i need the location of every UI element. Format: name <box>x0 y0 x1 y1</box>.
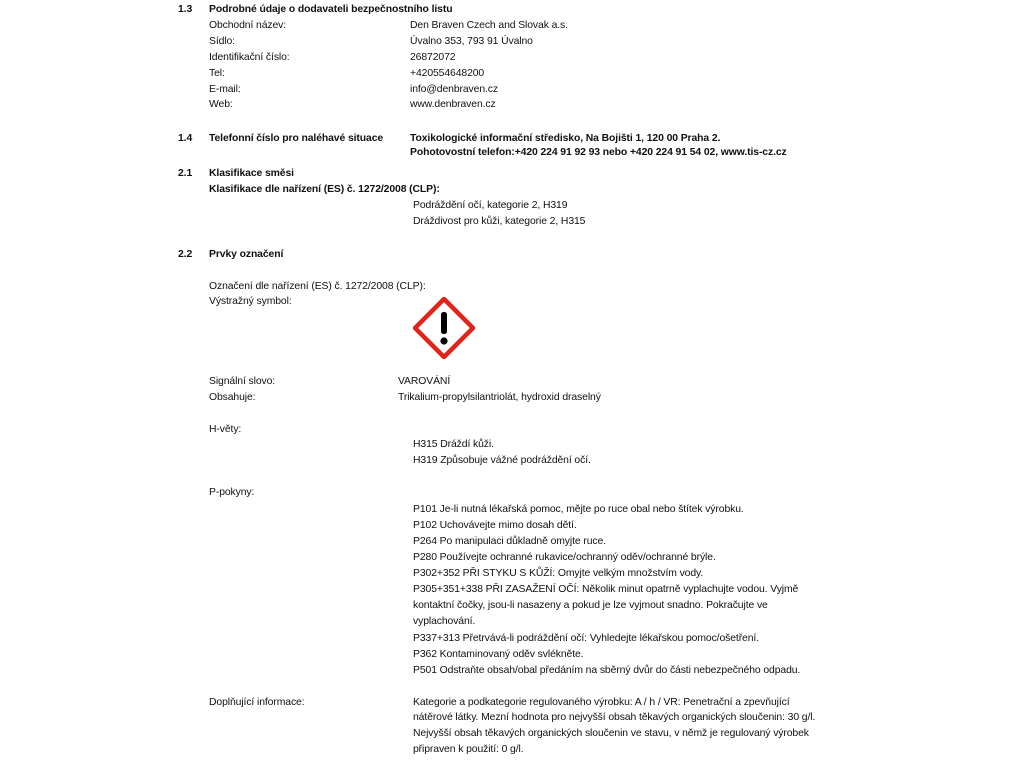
extra-line: nátěrové látky. Mezní hodnota pro nejvyšší obsah těkavých organických sloučenin: 30 g/l. <box>413 712 816 723</box>
section-number: 1.3 <box>178 4 193 15</box>
extra-line: Nejvyšší obsah těkavých organických sloučenin ve stavu, v němž je regulovaný výrobek <box>413 728 809 739</box>
signal-label: Signální slovo: <box>209 376 276 387</box>
row-label: Tel: <box>209 68 225 79</box>
p-item: vyplachování. <box>413 616 476 627</box>
section-number: 2.1 <box>178 168 193 179</box>
section-subtitle: Klasifikace dle nařízení (ES) č. 1272/2008 (CLP): <box>209 184 440 195</box>
classification-item: Podráždění očí, kategorie 2, H319 <box>413 200 568 211</box>
section-title: Klasifikace směsi <box>209 168 294 179</box>
h-item: H315 Dráždí kůži. <box>413 439 494 450</box>
classification-item: Dráždivost pro kůži, kategorie 2, H315 <box>413 216 586 227</box>
p-item: P264 Po manipulaci důkladně omyjte ruce. <box>413 536 606 547</box>
section-number: 2.2 <box>178 249 193 260</box>
row-label: Sídlo: <box>209 36 235 47</box>
contains-label: Obsahuje: <box>209 392 256 403</box>
row-value: info@denbraven.cz <box>410 84 498 95</box>
section-title: Telefonní číslo pro naléhavé situace <box>209 133 384 144</box>
section-title: Prvky označení <box>209 249 284 260</box>
row-label: Identifikační číslo: <box>209 52 290 63</box>
p-item: P101 Je-li nutná lékařská pomoc, mějte po ruce obal nebo štítek výrobku. <box>413 504 744 515</box>
p-item: P302+352 PŘI STYKU S KŮŽÍ: Omyjte velkým množstvím vody. <box>413 568 704 579</box>
emergency-line: Pohotovostní telefon:+420 224 91 92 93 nebo +420 224 91 54 02, www.tis-cz.cz <box>410 147 787 158</box>
row-label: Web: <box>209 99 233 110</box>
h-label: H-věty: <box>209 424 242 435</box>
extra-label: Doplňující informace: <box>209 697 305 708</box>
section-title: Podrobné údaje o dodavateli bezpečnostního listu <box>209 4 453 15</box>
symbol-label: Výstražný symbol: <box>209 296 292 307</box>
p-item: P501 Odstraňte obsah/obal předáním na sběrný dvůr do části nebezpečného odpadu. <box>413 665 801 676</box>
row-value: +420554648200 <box>410 68 485 79</box>
p-item: P102 Uchovávejte mimo dosah dětí. <box>413 520 577 531</box>
p-item: P280 Používejte ochranné rukavice/ochranný oděv/ochranné brýle. <box>413 552 716 563</box>
row-value: 26872072 <box>410 52 456 63</box>
row-label: Obchodní název: <box>209 20 287 31</box>
row-label: E-mail: <box>209 84 241 95</box>
p-item: P305+351+338 PŘI ZASAŽENÍ OČÍ: Několik minut opatrně vyplachujte vodou. Vyjmě <box>413 584 799 595</box>
p-item: P362 Kontaminovaný oděv svlékněte. <box>413 649 584 660</box>
extra-line: Kategorie a podkategorie regulovaného výrobku: A / h / VR: Penetrační a zpevňující <box>413 697 790 708</box>
p-label: P-pokyny: <box>209 487 255 498</box>
clp-label: Označení dle nařízení (ES) č. 1272/2008 (CLP): <box>209 281 426 292</box>
section-number: 1.4 <box>178 133 193 144</box>
row-value: Úvalno 353, 793 91 Úvalno <box>410 36 533 47</box>
emergency-line: Toxikologické informační středisko, Na Bojišti 1, 120 00 Praha 2. <box>410 133 721 144</box>
exclamation-mark-hazard-icon <box>413 297 475 359</box>
contains-value: Trikalium-propylsilantriolát, hydroxid draselný <box>398 392 601 403</box>
p-item: P337+313 Přetrvává-li podráždění očí: Vyhledejte lékařskou pomoc/ošetření. <box>413 633 759 644</box>
row-value: www.denbraven.cz <box>410 99 496 110</box>
row-value: Den Braven Czech and Slovak a.s. <box>410 20 568 31</box>
extra-line: připraven k použití: 0 g/l. <box>413 744 524 755</box>
p-item: kontaktní čočky, jsou-li nasazeny a pokud je lze vyjmout snadno. Pokračujte ve <box>413 600 768 611</box>
h-item: H319 Způsobuje vážné podráždění očí. <box>413 455 591 466</box>
signal-value: VAROVÁNÍ <box>398 376 451 387</box>
